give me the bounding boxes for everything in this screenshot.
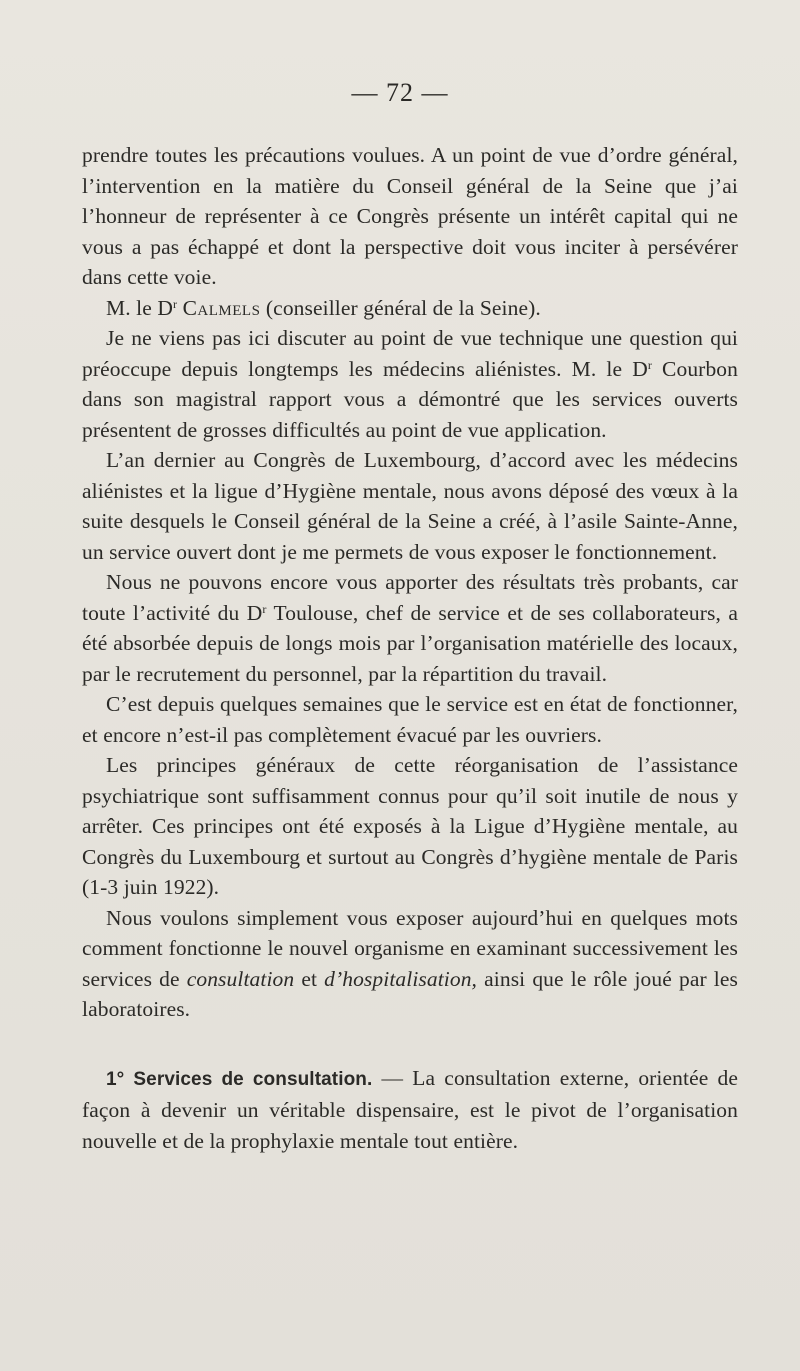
paragraph-overview (82, 903, 738, 1025)
page-number: — 72 — (351, 78, 449, 107)
title-sup: r (647, 357, 652, 372)
italic-term: d’hospitalisation, (324, 966, 478, 991)
speaker-name: Calmels (182, 295, 261, 320)
paragraph-luxembourg: L’an dernier au Congrès de Luxembourg, d’accord avec les médecins aliénistes et la ligue d’Hygiène mentale, nous avons déposé des vœux à la suite desquels le Conseil général de la Seine a créé, à l’asile Sainte-Anne, un service ouvert dont je me permets de vous exposer le fonctionnement. (82, 448, 738, 564)
paragraph-text: Nous ne pouvons encore vous apporter des résultats très probants, car toute l’activité du D (82, 570, 738, 625)
speaker-prefix: M. le D (106, 295, 173, 320)
paragraph-text: — La consultation externe, orientée de façon à devenir un véritable dispensaire, est le pivot de l’organisation nouvelle et de la prophylaxie mentale tout entière. (82, 1065, 738, 1153)
paragraph-text: Je ne viens pas ici discuter au point de vue technique une question qui préoccupe depuis longtemps les médecins aliénistes. M. le D (82, 326, 738, 381)
paragraph-results (82, 567, 738, 689)
paragraph-consultation (82, 1063, 738, 1157)
italic-term: consultation (186, 966, 295, 991)
paragraph-principles: Les principes généraux de cette réorganisation de l’assistance psychiatrique sont suffisamment connus pour qu’il soit inutile de nous y arrêter. Ces principes ont été exposés à la Ligue d’Hygiène mentale, au Congrès du Luxembourg et surtout au Congrès d’hygiène mentale de Paris (1-3 juin 1922). (82, 753, 738, 899)
paragraph-discussion (82, 323, 738, 445)
paragraph-text: Courbon dans son magistral rapport vous a démontré que les services ouverts présentent de grosses difficultés au point de vue application. (82, 356, 738, 442)
paragraph-text: ainsi que le rôle joué par les laboratoires. (82, 966, 738, 1021)
paragraph-text: Toulouse, chef de service et de ses collaborateurs, a été absorbée depuis de longs mois par l’organisation matérielle des locaux, par le recrutement du personnel, par la répartition du travail. (82, 600, 738, 686)
speaker-title-sup: r (173, 296, 178, 311)
title-sup: r (262, 601, 267, 616)
speaker-line (82, 293, 738, 324)
paragraph-text: et (294, 966, 325, 991)
paragraph-continuation: prendre toutes les précautions voulues. A un point de vue d’ordre général, l’intervention en la matière du Conseil général de la Seine que j’ai l’honneur de représenter à ce Congrès présente un intérêt capital qui ne vous a pas échappé et dont la perspective doit vous inciter à persévérer dans cette voie. (82, 143, 738, 289)
paragraph-service-state: C’est depuis quelques semaines que le service est en état de fonctionner, et encore n’est-il pas complètement évacué par les ouvriers. (82, 692, 738, 747)
speaker-role: (conseiller général de la Seine). (260, 295, 541, 320)
section-heading: 1° Services de consultation. (106, 1068, 373, 1090)
paragraph-text: Nous voulons simplement vous exposer aujourd’hui en quelques mots comment fonctionne le nouvel organisme en examinant successivement les services de (82, 905, 738, 991)
body-text (82, 140, 738, 1156)
